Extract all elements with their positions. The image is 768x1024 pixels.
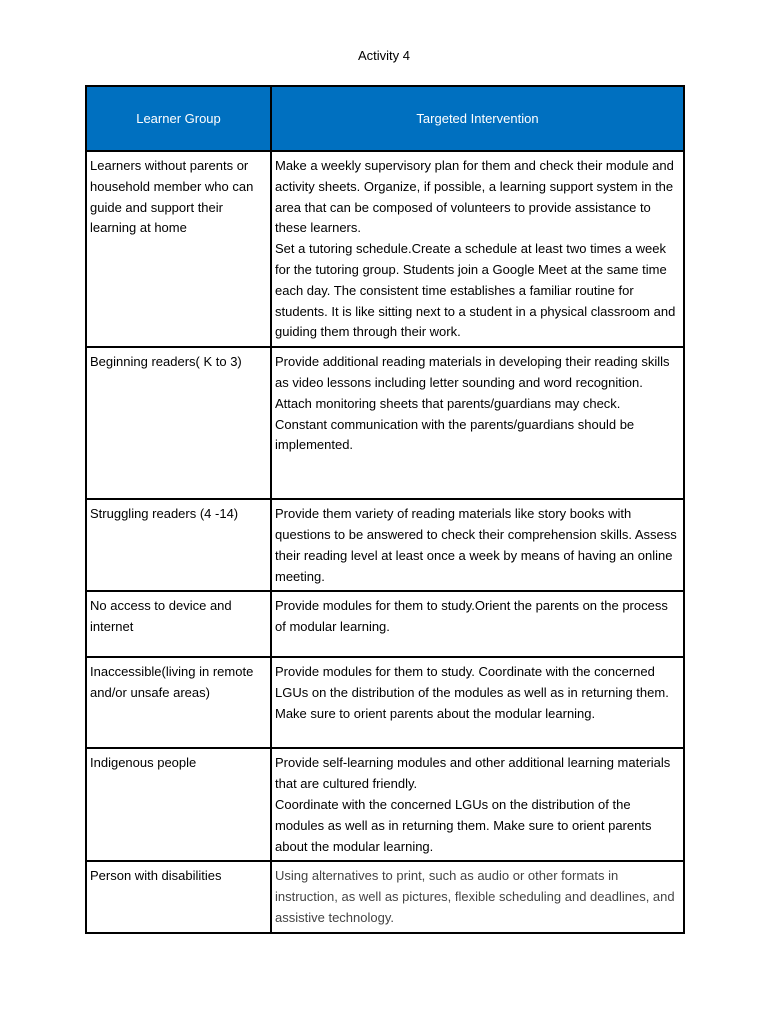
learner-group-cell: Inaccessible(living in remote and/or unsafe areas): [86, 657, 271, 748]
intervention-cell: Provide modules for them to study.Orient the parents on the process of modular learning.: [271, 591, 684, 657]
learner-group-cell: Struggling readers (4 -14): [86, 499, 271, 591]
table-header-row: [86, 86, 684, 151]
table-row: [86, 347, 684, 499]
intervention-cell: Provide self-learning modules and other additional learning materials that are cultured friendly. Coordinate with the concerned LGUs on the distribution of the modules as well as in returning them. Make sure to orient parents about the modular learning.: [271, 748, 684, 861]
intervention-cell: Provide modules for them to study. Coordinate with the concerned LGUs on the distribution of the modules as well as in returning them. Make sure to orient parents about the modular learning.: [271, 657, 684, 748]
header-targeted-intervention: Targeted Intervention: [271, 86, 684, 151]
intervention-cell: Make a weekly supervisory plan for them and check their module and activity sheets. Organize, if possible, a learning support system in the area that can be composed of volunteers to provide assistance to these learners. Set a tutoring schedule.Create a schedule at least two times a week for the tutoring group. Students join a Google Meet at the same time each day. The consistent time establishes a familiar routine for students. It is like sitting next to a student in a physical classroom and guiding them through their work.: [271, 151, 684, 347]
table-row: [86, 151, 684, 347]
table-row: [86, 861, 684, 932]
learner-group-cell: Person with disabilities: [86, 861, 271, 932]
intervention-cell: Provide additional reading materials in developing their reading skills as video lessons including letter sounding and word recognition. Attach monitoring sheets that parents/guardians may check. Constant communication with the parents/guardians should be implemented.: [271, 347, 684, 499]
table-row: [86, 748, 684, 861]
header-learner-group: Learner Group: [86, 86, 271, 151]
table-row: [86, 657, 684, 748]
intervention-cell: Provide them variety of reading materials like story books with questions to be answered to check their comprehension skills. Assess their reading level at least once a week by means of having an online meeting.: [271, 499, 684, 591]
table-row: [86, 591, 684, 657]
learner-group-cell: Beginning readers( K to 3): [86, 347, 271, 499]
intervention-cell: Using alternatives to print, such as audio or other formats in instruction, as well as pictures, flexible scheduling and deadlines, and assistive technology.: [271, 861, 684, 932]
learner-group-cell: Learners without parents or household member who can guide and support their learning at home: [86, 151, 271, 347]
learner-group-cell: Indigenous people: [86, 748, 271, 861]
page-title: Activity 4: [357, 48, 410, 63]
table-row: [86, 499, 684, 591]
intervention-table: [85, 85, 685, 934]
learner-group-cell: No access to device and internet: [86, 591, 271, 657]
